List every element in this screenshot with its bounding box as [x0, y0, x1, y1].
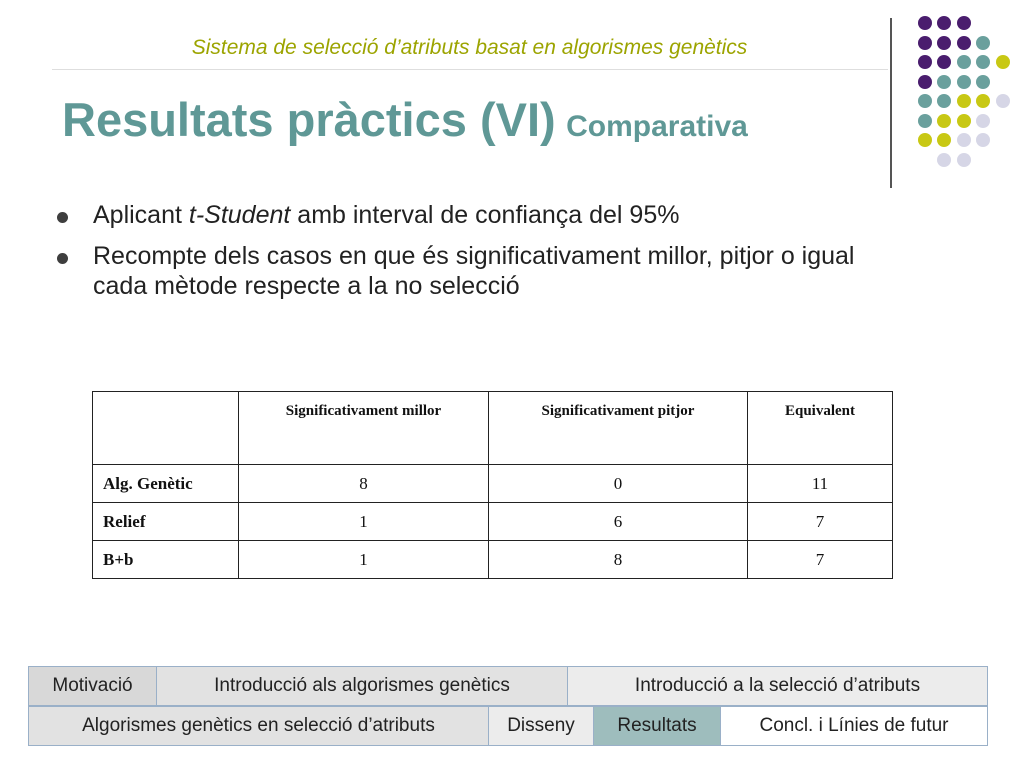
decorative-dot — [918, 36, 932, 50]
nav-algorismes-seleccio[interactable]: Algorismes genètics en selecció d’atributs — [29, 707, 489, 746]
decorative-dot — [957, 36, 971, 50]
table-header-cell: Significativament millor — [239, 392, 489, 465]
section-nav-row-2 — [28, 706, 988, 746]
decorative-dot — [918, 94, 932, 108]
bullet-item — [55, 200, 875, 231]
bullet-text-italic: t-Student — [188, 201, 291, 229]
table-row-label: B+b — [93, 541, 239, 579]
section-nav-row-1 — [28, 666, 988, 706]
decorative-dot — [976, 94, 990, 108]
table-cell: 8 — [239, 465, 489, 503]
decorative-dot — [957, 75, 971, 89]
table-row-label: Relief — [93, 503, 239, 541]
decorative-dot — [957, 114, 971, 128]
decorative-dot — [937, 75, 951, 89]
presentation-subtitle: Sistema de selecció d’atributs basat en algorismes genètics — [191, 36, 748, 59]
decorative-dot — [957, 94, 971, 108]
decorative-dot — [976, 55, 990, 69]
table-cell: 1 — [239, 541, 489, 579]
decorative-dot — [996, 94, 1010, 108]
decorative-dot — [937, 133, 951, 147]
table-cell: 7 — [748, 503, 893, 541]
bullet-text-pre: Recompte dels casos en que és significativament millor, pitjor o igual cada mètode respecte a la no selecció — [93, 241, 855, 300]
table-cell: 1 — [239, 503, 489, 541]
table-header-cell: Equivalent — [748, 392, 893, 465]
table-row-label: Alg. Genètic — [93, 465, 239, 503]
decorative-dot — [957, 133, 971, 147]
bullet-list — [55, 200, 875, 312]
table-header-cell: Significativament pitjor — [489, 392, 748, 465]
decorative-dot — [937, 36, 951, 50]
decorative-dot — [996, 55, 1010, 69]
table-cell: 6 — [489, 503, 748, 541]
vertical-divider — [890, 18, 892, 188]
slide-title-sub: Comparativa — [566, 110, 748, 143]
table-header-cell — [93, 392, 239, 465]
decorative-dot — [957, 16, 971, 30]
table-cell: 8 — [489, 541, 748, 579]
table-header-row — [93, 392, 893, 465]
nav-motivacio[interactable]: Motivació — [29, 667, 157, 706]
decorative-dot — [918, 114, 932, 128]
decorative-dot — [976, 36, 990, 50]
slide-title-main: Resultats pràctics (VI) — [62, 93, 556, 146]
bullet-item — [55, 241, 875, 302]
decorative-dot — [976, 114, 990, 128]
bullet-dot-icon — [57, 253, 68, 264]
nav-disseny[interactable]: Disseny — [489, 707, 594, 746]
decorative-dot — [937, 55, 951, 69]
bullet-text-post: amb interval de confiança del 95% — [290, 201, 680, 229]
decorative-dot — [976, 75, 990, 89]
decorative-dot — [937, 94, 951, 108]
decorative-dot — [957, 153, 971, 167]
header-divider — [52, 69, 888, 70]
slide-title — [62, 92, 748, 147]
table-cell: 0 — [489, 465, 748, 503]
decorative-dot — [918, 16, 932, 30]
table-row — [93, 541, 893, 579]
bullet-dot-icon — [57, 212, 68, 223]
comparison-table — [92, 391, 893, 579]
table-row — [93, 503, 893, 541]
decorative-dot — [937, 153, 951, 167]
table-cell: 7 — [748, 541, 893, 579]
decorative-dot — [918, 55, 932, 69]
decorative-dot — [937, 16, 951, 30]
decorative-dot — [918, 133, 932, 147]
bullet-text-pre: Aplicant — [93, 201, 189, 229]
decorative-dot — [957, 55, 971, 69]
nav-conclusions[interactable]: Concl. i Línies de futur — [721, 707, 988, 746]
nav-resultats[interactable]: Resultats — [594, 707, 721, 746]
nav-introduccio-seleccio[interactable]: Introducció a la selecció d’atributs — [568, 667, 988, 706]
nav-introduccio-algorismes[interactable]: Introducció als algorismes genètics — [157, 667, 568, 706]
decorative-dot — [976, 133, 990, 147]
decorative-dot — [918, 75, 932, 89]
table-cell: 11 — [748, 465, 893, 503]
decorative-dot — [937, 114, 951, 128]
table-row — [93, 465, 893, 503]
